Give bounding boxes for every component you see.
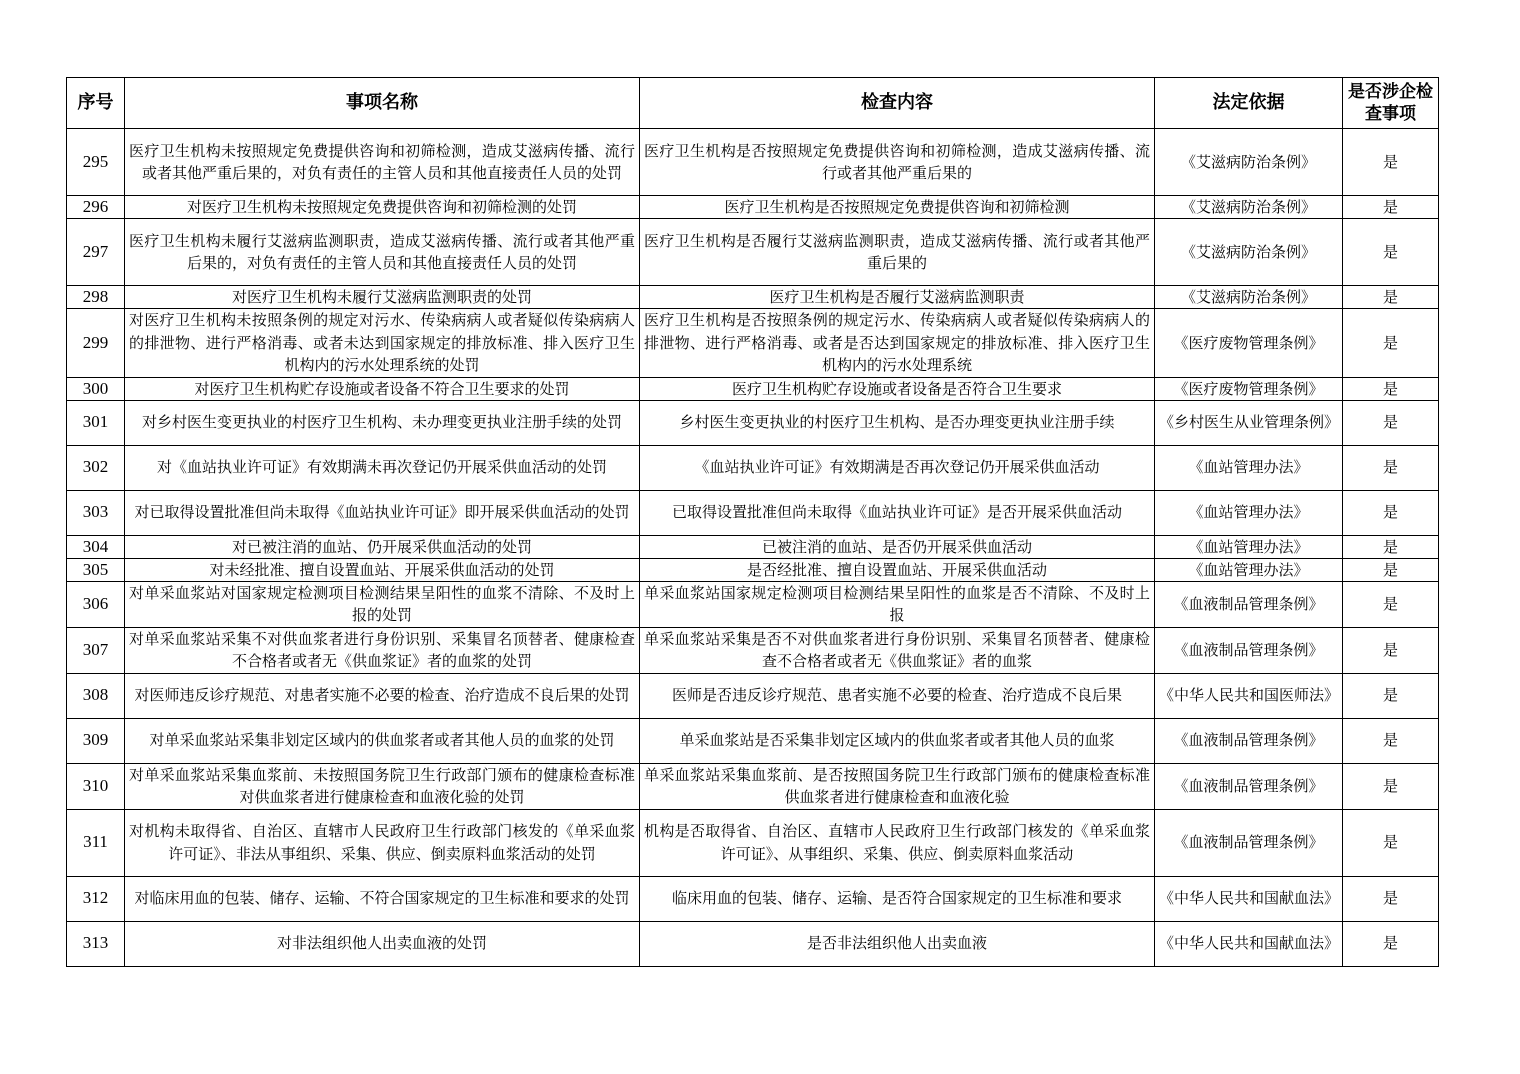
row-inspection-content: 乡村医生变更执业的村医疗卫生机构、是否办理变更执业注册手续 — [640, 400, 1155, 445]
row-serial-number: 311 — [67, 809, 125, 876]
row-item-name: 对机构未取得省、自治区、直辖市人民政府卫生行政部门核发的《单采血浆许可证》、非法从事组织、采集、供应、倒卖原料血浆活动的处罚 — [125, 809, 640, 876]
row-inspection-content: 已被注消的血站、是否仍开展采供血活动 — [640, 535, 1155, 558]
row-inspection-content: 《血站执业许可证》有效期满是否再次登记仍开展采供血活动 — [640, 445, 1155, 490]
table-row — [67, 673, 1439, 718]
row-legal-basis: 《血液制品管理条例》 — [1155, 581, 1343, 627]
row-item-name: 对医疗卫生机构未按照条例的规定对污水、传染病病人或者疑似传染病病人的排泄物、进行严格消毒、或者未达到国家规定的排放标准、排入医疗卫生机构内的污水处理系统的处罚 — [125, 309, 640, 378]
row-enterprise-related: 是 — [1343, 535, 1439, 558]
row-inspection-content: 医疗卫生机构是否履行艾滋病监测职责 — [640, 286, 1155, 309]
row-enterprise-related: 是 — [1343, 921, 1439, 966]
row-legal-basis: 《血液制品管理条例》 — [1155, 718, 1343, 763]
row-serial-number: 301 — [67, 400, 125, 445]
row-inspection-content: 临床用血的包装、储存、运输、是否符合国家规定的卫生标准和要求 — [640, 876, 1155, 921]
row-enterprise-related: 是 — [1343, 627, 1439, 673]
row-legal-basis: 《医疗废物管理条例》 — [1155, 309, 1343, 378]
row-serial-number: 313 — [67, 921, 125, 966]
row-legal-basis: 《艾滋病防治条例》 — [1155, 196, 1343, 219]
row-legal-basis: 《医疗废物管理条例》 — [1155, 377, 1343, 400]
row-legal-basis: 《血液制品管理条例》 — [1155, 763, 1343, 809]
table-row — [67, 581, 1439, 627]
row-legal-basis: 《血站管理办法》 — [1155, 558, 1343, 581]
row-legal-basis: 《中华人民共和国献血法》 — [1155, 876, 1343, 921]
row-enterprise-related: 是 — [1343, 490, 1439, 535]
row-enterprise-related: 是 — [1343, 763, 1439, 809]
header-inspection-content: 检查内容 — [640, 78, 1155, 129]
row-inspection-content: 医师是否违反诊疗规范、患者实施不必要的检查、治疗造成不良后果 — [640, 673, 1155, 718]
row-item-name: 对临床用血的包装、储存、运输、不符合国家规定的卫生标准和要求的处罚 — [125, 876, 640, 921]
row-legal-basis: 《艾滋病防治条例》 — [1155, 286, 1343, 309]
row-enterprise-related: 是 — [1343, 129, 1439, 196]
row-item-name: 对《血站执业许可证》有效期满未再次登记仍开展采供血活动的处罚 — [125, 445, 640, 490]
row-item-name: 对医疗卫生机构未履行艾滋病监测职责的处罚 — [125, 286, 640, 309]
header-enterprise-related: 是否涉企检查事项 — [1343, 78, 1439, 129]
row-inspection-content: 医疗卫生机构是否按照规定免费提供咨询和初筛检测，造成艾滋病传播、流行或者其他严重后果的 — [640, 129, 1155, 196]
inspection-items-table — [66, 77, 1439, 967]
row-enterprise-related: 是 — [1343, 309, 1439, 378]
row-inspection-content: 医疗卫生机构是否履行艾滋病监测职责，造成艾滋病传播、流行或者其他严重后果的 — [640, 219, 1155, 286]
row-legal-basis: 《血液制品管理条例》 — [1155, 627, 1343, 673]
row-item-name: 对单采血浆站对国家规定检测项目检测结果呈阳性的血浆不清除、不及时上报的处罚 — [125, 581, 640, 627]
row-enterprise-related: 是 — [1343, 558, 1439, 581]
row-enterprise-related: 是 — [1343, 809, 1439, 876]
row-serial-number: 309 — [67, 718, 125, 763]
row-serial-number: 306 — [67, 581, 125, 627]
table-row — [67, 763, 1439, 809]
row-serial-number: 302 — [67, 445, 125, 490]
table-row — [67, 490, 1439, 535]
row-item-name: 对非法组织他人出卖血液的处罚 — [125, 921, 640, 966]
table-row — [67, 876, 1439, 921]
table-row — [67, 219, 1439, 286]
row-item-name: 对未经批准、擅自设置血站、开展采供血活动的处罚 — [125, 558, 640, 581]
row-inspection-content: 单采血浆站国家规定检测项目检测结果呈阳性的血浆是否不清除、不及时上报 — [640, 581, 1155, 627]
header-legal-basis: 法定依据 — [1155, 78, 1343, 129]
table-row — [67, 627, 1439, 673]
table-row — [67, 400, 1439, 445]
row-legal-basis: 《艾滋病防治条例》 — [1155, 129, 1343, 196]
row-serial-number: 310 — [67, 763, 125, 809]
row-enterprise-related: 是 — [1343, 581, 1439, 627]
header-serial-number: 序号 — [67, 78, 125, 129]
row-enterprise-related: 是 — [1343, 286, 1439, 309]
row-serial-number: 296 — [67, 196, 125, 219]
row-item-name: 对单采血浆站采集血浆前、未按照国务院卫生行政部门颁布的健康检查标准对供血浆者进行健康检查和血液化验的处罚 — [125, 763, 640, 809]
header-item-name: 事项名称 — [125, 78, 640, 129]
row-item-name: 对医师违反诊疗规范、对患者实施不必要的检查、治疗造成不良后果的处罚 — [125, 673, 640, 718]
row-legal-basis: 《中华人民共和国医师法》 — [1155, 673, 1343, 718]
table-row — [67, 286, 1439, 309]
row-item-name: 医疗卫生机构未履行艾滋病监测职责，造成艾滋病传播、流行或者其他严重后果的，对负有责任的主管人员和其他直接责任人员的处罚 — [125, 219, 640, 286]
row-enterprise-related: 是 — [1343, 876, 1439, 921]
table-row — [67, 445, 1439, 490]
table-row — [67, 535, 1439, 558]
table-row — [67, 558, 1439, 581]
table-header-row — [67, 78, 1439, 129]
table-row — [67, 377, 1439, 400]
row-legal-basis: 《血站管理办法》 — [1155, 445, 1343, 490]
row-inspection-content: 单采血浆站采集是否不对供血浆者进行身份识别、采集冒名顶替者、健康检查不合格者或者无《供血浆证》者的血浆 — [640, 627, 1155, 673]
row-serial-number: 304 — [67, 535, 125, 558]
row-item-name: 对已取得设置批准但尚未取得《血站执业许可证》即开展采供血活动的处罚 — [125, 490, 640, 535]
row-legal-basis: 《艾滋病防治条例》 — [1155, 219, 1343, 286]
row-inspection-content: 医疗卫生机构贮存设施或者设备是否符合卫生要求 — [640, 377, 1155, 400]
row-item-name: 对单采血浆站采集不对供血浆者进行身份识别、采集冒名顶替者、健康检查不合格者或者无《供血浆证》者的血浆的处罚 — [125, 627, 640, 673]
row-inspection-content: 单采血浆站采集血浆前、是否按照国务院卫生行政部门颁布的健康检查标准供血浆者进行健康检查和血液化验 — [640, 763, 1155, 809]
row-inspection-content: 已取得设置批准但尚未取得《血站执业许可证》是否开展采供血活动 — [640, 490, 1155, 535]
row-item-name: 医疗卫生机构未按照规定免费提供咨询和初筛检测，造成艾滋病传播、流行或者其他严重后果的，对负有责任的主管人员和其他直接责任人员的处罚 — [125, 129, 640, 196]
row-serial-number: 298 — [67, 286, 125, 309]
row-serial-number: 300 — [67, 377, 125, 400]
row-legal-basis: 《血站管理办法》 — [1155, 490, 1343, 535]
row-inspection-content: 是否非法组织他人出卖血液 — [640, 921, 1155, 966]
table-body — [67, 129, 1439, 967]
table-row — [67, 718, 1439, 763]
row-enterprise-related: 是 — [1343, 718, 1439, 763]
row-enterprise-related: 是 — [1343, 673, 1439, 718]
row-inspection-content: 机构是否取得省、自治区、直辖市人民政府卫生行政部门核发的《单采血浆许可证》、从事组织、采集、供应、倒卖原料血浆活动 — [640, 809, 1155, 876]
row-legal-basis: 《乡村医生从业管理条例》 — [1155, 400, 1343, 445]
row-enterprise-related: 是 — [1343, 196, 1439, 219]
row-serial-number: 297 — [67, 219, 125, 286]
row-serial-number: 307 — [67, 627, 125, 673]
row-item-name: 对已被注消的血站、仍开展采供血活动的处罚 — [125, 535, 640, 558]
table-row — [67, 309, 1439, 378]
row-inspection-content: 是否经批准、擅自设置血站、开展采供血活动 — [640, 558, 1155, 581]
row-legal-basis: 《中华人民共和国献血法》 — [1155, 921, 1343, 966]
row-item-name: 对单采血浆站采集非划定区域内的供血浆者或者其他人员的血浆的处罚 — [125, 718, 640, 763]
row-enterprise-related: 是 — [1343, 219, 1439, 286]
row-inspection-content: 医疗卫生机构是否按照条例的规定污水、传染病病人或者疑似传染病病人的排泄物、进行严格消毒、或者是否达到国家规定的排放标准、排入医疗卫生机构内的污水处理系统 — [640, 309, 1155, 378]
row-serial-number: 312 — [67, 876, 125, 921]
row-serial-number: 303 — [67, 490, 125, 535]
row-serial-number: 308 — [67, 673, 125, 718]
table-row — [67, 921, 1439, 966]
row-serial-number: 295 — [67, 129, 125, 196]
row-enterprise-related: 是 — [1343, 400, 1439, 445]
row-legal-basis: 《血站管理办法》 — [1155, 535, 1343, 558]
table-row — [67, 129, 1439, 196]
row-inspection-content: 单采血浆站是否采集非划定区域内的供血浆者或者其他人员的血浆 — [640, 718, 1155, 763]
row-enterprise-related: 是 — [1343, 377, 1439, 400]
table-row — [67, 809, 1439, 876]
row-serial-number: 305 — [67, 558, 125, 581]
row-legal-basis: 《血液制品管理条例》 — [1155, 809, 1343, 876]
row-item-name: 对乡村医生变更执业的村医疗卫生机构、未办理变更执业注册手续的处罚 — [125, 400, 640, 445]
row-item-name: 对医疗卫生机构未按照规定免费提供咨询和初筛检测的处罚 — [125, 196, 640, 219]
row-inspection-content: 医疗卫生机构是否按照规定免费提供咨询和初筛检测 — [640, 196, 1155, 219]
row-enterprise-related: 是 — [1343, 445, 1439, 490]
table-row — [67, 196, 1439, 219]
row-item-name: 对医疗卫生机构贮存设施或者设备不符合卫生要求的处罚 — [125, 377, 640, 400]
row-serial-number: 299 — [67, 309, 125, 378]
